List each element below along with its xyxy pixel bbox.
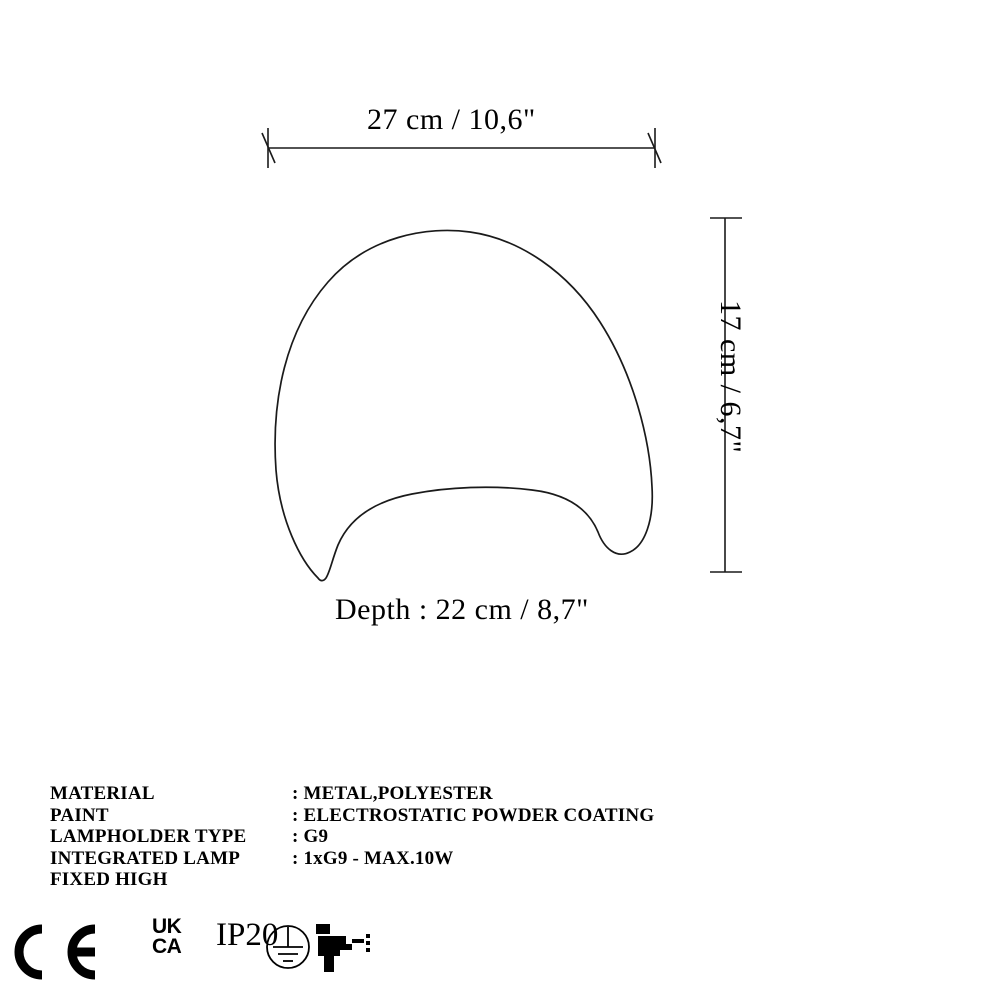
spec-key: INTEGRATED LAMP: [50, 847, 241, 869]
depth-dimension-label: Depth : 22 cm / 8,7": [335, 593, 589, 626]
spec-value: : G9: [292, 826, 329, 847]
specification-table: [50, 783, 654, 891]
spec-value: : METAL,POLYESTER: [292, 783, 493, 804]
spec-key: FIXED HIGH: [50, 869, 168, 890]
ip-rating-label: IP20: [216, 917, 279, 953]
wall-lamp-outline: [275, 230, 652, 580]
table-row: [50, 826, 654, 848]
ukca-icon: [152, 917, 181, 957]
spec-key: LAMPHOLDER TYPE: [50, 826, 247, 847]
ukca-line-1: UK: [152, 915, 182, 938]
width-dimension-label: 27 cm / 10,6": [367, 103, 536, 136]
height-dimension-label: 17 cm / 6,7": [714, 300, 747, 454]
table-row: [50, 848, 654, 870]
table-row: [50, 869, 654, 891]
certification-row: [44, 917, 424, 979]
spec-value: [292, 869, 654, 891]
spec-value: : 1xG9 - MAX.10W: [292, 847, 454, 869]
spec-key: PAINT: [50, 804, 109, 826]
spec-key: MATERIAL: [50, 783, 155, 804]
ukca-line-2: CA: [152, 935, 182, 958]
spec-value: : ELECTROSTATIC POWDER COATING: [292, 804, 655, 826]
table-row: [50, 783, 654, 805]
table-row: [50, 805, 654, 827]
